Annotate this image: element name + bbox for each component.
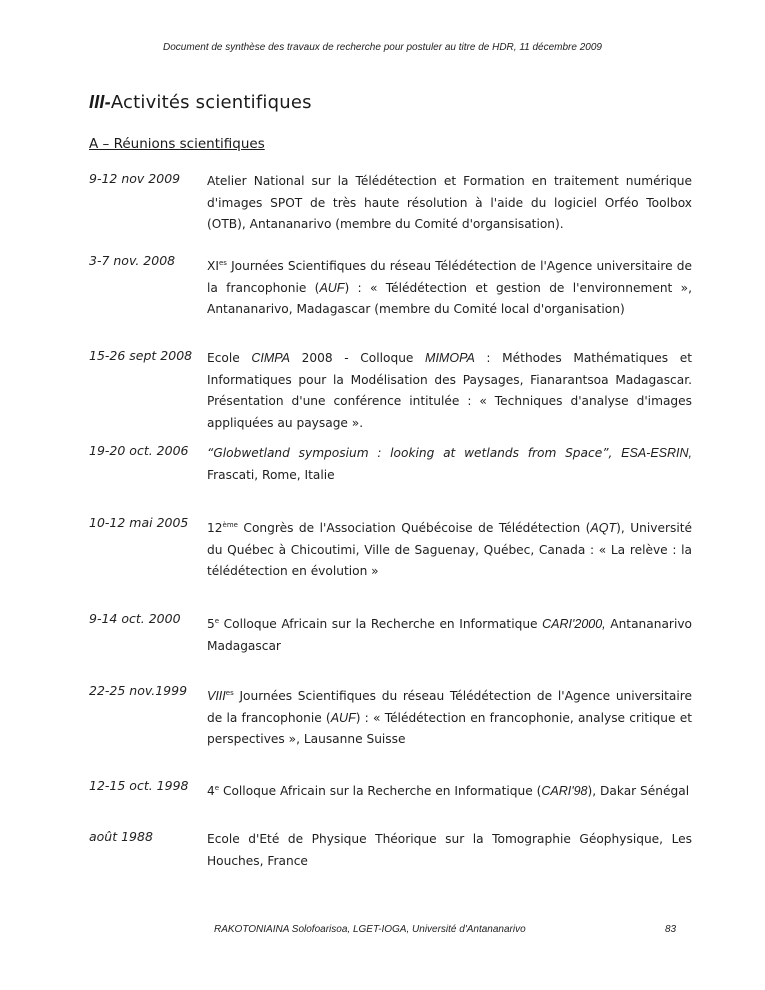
entry-date: 19-20 oct. 2006 <box>89 443 189 458</box>
list-item <box>89 171 692 236</box>
section-number: III- <box>89 92 111 112</box>
entry-description: $VIII^{es}$ Journées Scientifiques du réseau Télédétection de l'Agence universitaire de la francophonie (AUF) : « Télédétection en francophonie, analyse critique et perspectives », Lausanne Suisse <box>207 689 692 747</box>
entry-description: Ecole CIMPA 2008 - Colloque MIMOPA : Méthodes Mathématiques et Informatiques pour la Modélisation des Paysages, Fianarantsoa Madagascar. Présentation d'une conférence intitulée : « Techniques d'analyse d'images appliquées au paysage ». <box>207 351 692 430</box>
list-item <box>89 443 692 486</box>
list-item <box>89 829 692 872</box>
entry-description: “Globwetland symposium : looking at wetlands from Space”, ESA-ESRIN, Frascati, Rome, Italie <box>207 446 692 482</box>
entry-date: 10-12 mai 2005 <box>89 515 189 530</box>
list-item <box>89 348 692 434</box>
entry-description: 5e Colloque Africain sur la Recherche en Informatique CARI'2000, Antananarivo Madagascar <box>207 617 692 653</box>
list-item <box>89 611 692 657</box>
list-item <box>89 778 692 803</box>
page-header: Document de synthèse des travaux de recherche pour postuler au titre de HDR, 11 décembre 2009 <box>163 42 602 53</box>
entry-date: 15-26 sept 2008 <box>89 348 193 363</box>
entry-date: 9-14 oct. 2000 <box>89 611 181 626</box>
entry-description: Atelier National sur la Télédétection et Formation en traitement numérique d'images SPOT de très haute résolution à l'aide du logiciel Orféo Toolbox (OTB), Antananarivo (membre du Comité d'organsisation). <box>207 174 692 231</box>
entry-date: 9-12 nov 2009 <box>89 171 181 186</box>
list-item <box>89 515 692 583</box>
list-item <box>89 683 692 751</box>
entry-date: 3-7 nov. 2008 <box>89 253 176 268</box>
entry-description: 4e Colloque Africain sur la Recherche en Informatique (CARI'98), Dakar Sénégal <box>207 784 690 799</box>
entry-date: 22-25 nov.1999 <box>89 683 188 698</box>
entry-description: Ecole d'Eté de Physique Théorique sur la Tomographie Géophysique, Les Houches, France <box>207 832 692 868</box>
section-title <box>89 92 312 113</box>
page-number: 83 <box>665 924 677 935</box>
entry-date: 12-15 oct. 1998 <box>89 778 189 793</box>
list-item <box>89 253 692 321</box>
section-title-text: Activités scientifiques <box>110 92 312 113</box>
entry-date: août 1988 <box>89 829 153 844</box>
entry-description: 12ème Congrès de l'Association Québécoise de Télédétection (AQT), Université du Québec à Chicoutimi, Ville de Saguenay, Québec, Canada : « La relève : la télédétection en évolution » <box>207 521 692 579</box>
subsection-title: A – Réunions scientifiques <box>89 136 265 152</box>
entry-description: $XI^{es}$ Journées Scientifiques du réseau Télédétection de l'Agence universitaire de la francophonie (AUF) : « Télédétection et gestion de l'environnement », Antananarivo, Madagascar (membre du Comité local d'organisation) <box>207 259 692 317</box>
footer-author: RAKOTONIAINA Solofoarisoa, LGET-IOGA, Université d'Antananarivo <box>214 924 526 935</box>
